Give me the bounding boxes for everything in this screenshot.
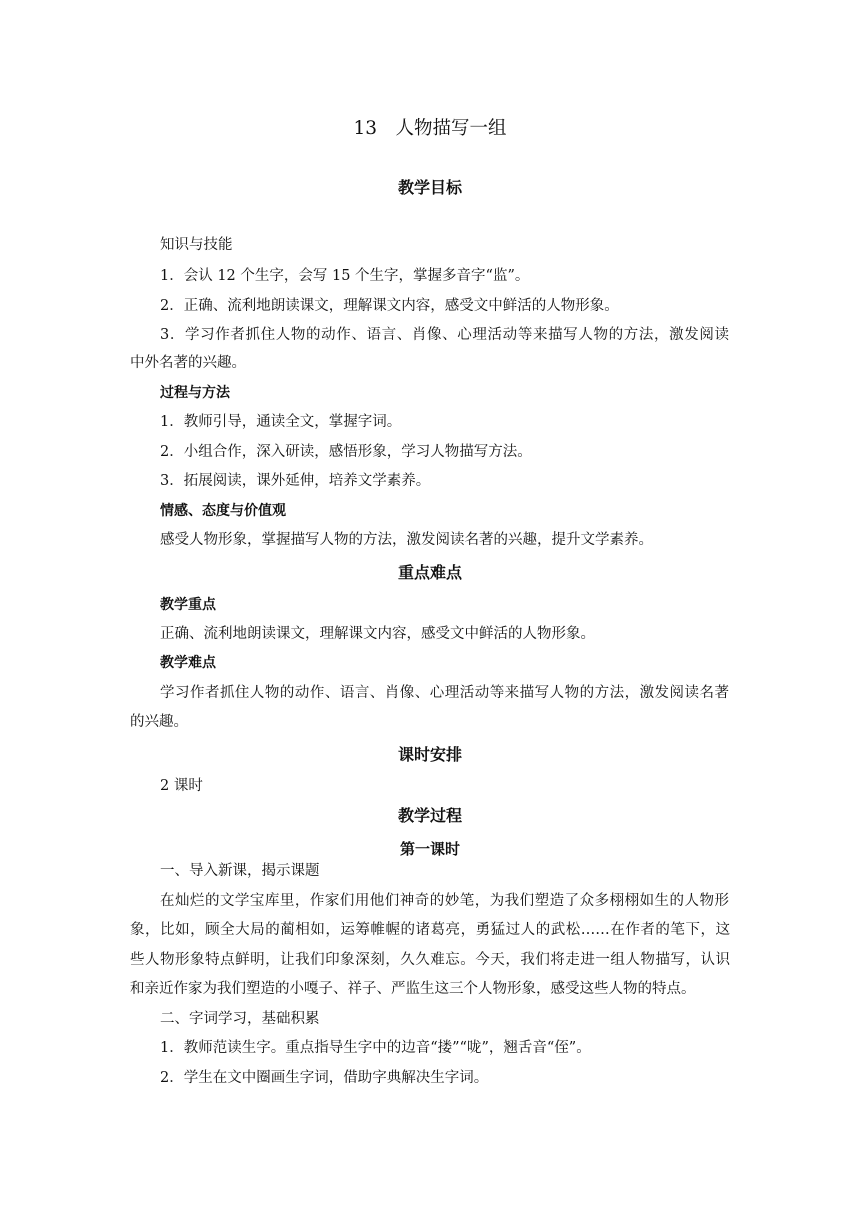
emotion-label: 情感、态度与价值观 xyxy=(160,503,286,519)
process-item-1: 1．教师引导，通读全文，掌握字词。 xyxy=(160,414,402,430)
section1-line-3: 些人物形象特点鲜明，让我们印象深刻，久久难忘。今天，我们将走进一组人物描写，认识 xyxy=(130,952,730,968)
difficulty-label: 教学难点 xyxy=(160,655,216,671)
section1-line-2: 象，比如，顾全大局的蔺相如，运筹帷幄的诸葛亮，勇猛过人的武松……在作者的笔下，这 xyxy=(130,922,730,938)
section2-label: 二、字词学习，基础积累 xyxy=(160,1011,320,1027)
knowledge-item-3: 3．学习作者抓住人物的动作、语言、肖像、心理活动等来描写人物的方法，激发阅读 xyxy=(160,327,729,343)
key-heading: 重点难点 xyxy=(397,563,462,582)
section2-item-2: 2．学生在文中圈画生字词，借助字典解决生字词。 xyxy=(160,1070,489,1086)
knowledge-item-1: 1．会认 12 个生字，会写 15 个生字，掌握多音字“监”。 xyxy=(160,268,530,284)
knowledge-item-3-cont: 中外名著的兴趣。 xyxy=(130,355,246,371)
schedule-heading: 课时安排 xyxy=(397,745,462,764)
knowledge-label: 知识与技能 xyxy=(160,237,233,253)
difficulty-line-1: 学习作者抓住人物的动作、语言、肖像、心理活动等来描写人物的方法，激发阅读名著 xyxy=(160,685,729,701)
process-label: 过程与方法 xyxy=(160,385,230,401)
section1-line-1: 在灿烂的文学宝库里，作家们用他们神奇的妙笔，为我们塑造了众多栩栩如生的人物形 xyxy=(160,893,729,909)
page-title: 13 人物描写一组 xyxy=(353,118,507,139)
schedule-text: 2 课时 xyxy=(160,778,203,794)
goals-heading: 教学目标 xyxy=(397,178,462,197)
difficulty-line-2: 的兴趣。 xyxy=(130,714,188,730)
section2-item-1: 1．教师范读生字。重点指导生字中的边音“搂”“咙”，翘舌音“侄”。 xyxy=(160,1040,591,1056)
key-text: 正确、流利地朗读课文，理解课文内容，感受文中鲜活的人物形象。 xyxy=(160,626,595,642)
section1-line-4: 和亲近作家为我们塑造的小嘎子、祥子、严监生这三个人物形象，感受这些人物的特点。 xyxy=(130,981,696,997)
emotion-text: 感受人物形象，掌握描写人物的方法，激发阅读名著的兴趣，提升文学素养。 xyxy=(160,532,653,548)
lesson1-heading: 第一课时 xyxy=(399,840,460,858)
process-item-2: 2．小组合作，深入研读，感悟形象，学习人物描写方法。 xyxy=(160,444,532,460)
process-heading: 教学过程 xyxy=(397,806,462,825)
knowledge-item-2: 2．正确、流利地朗读课文，理解课文内容，感受文中鲜活的人物形象。 xyxy=(160,298,619,314)
key-label: 教学重点 xyxy=(160,597,216,613)
process-item-3: 3．拓展阅读，课外延伸，培养文学素养。 xyxy=(160,473,431,489)
section1-label: 一、导入新课，揭示课题 xyxy=(160,863,320,879)
